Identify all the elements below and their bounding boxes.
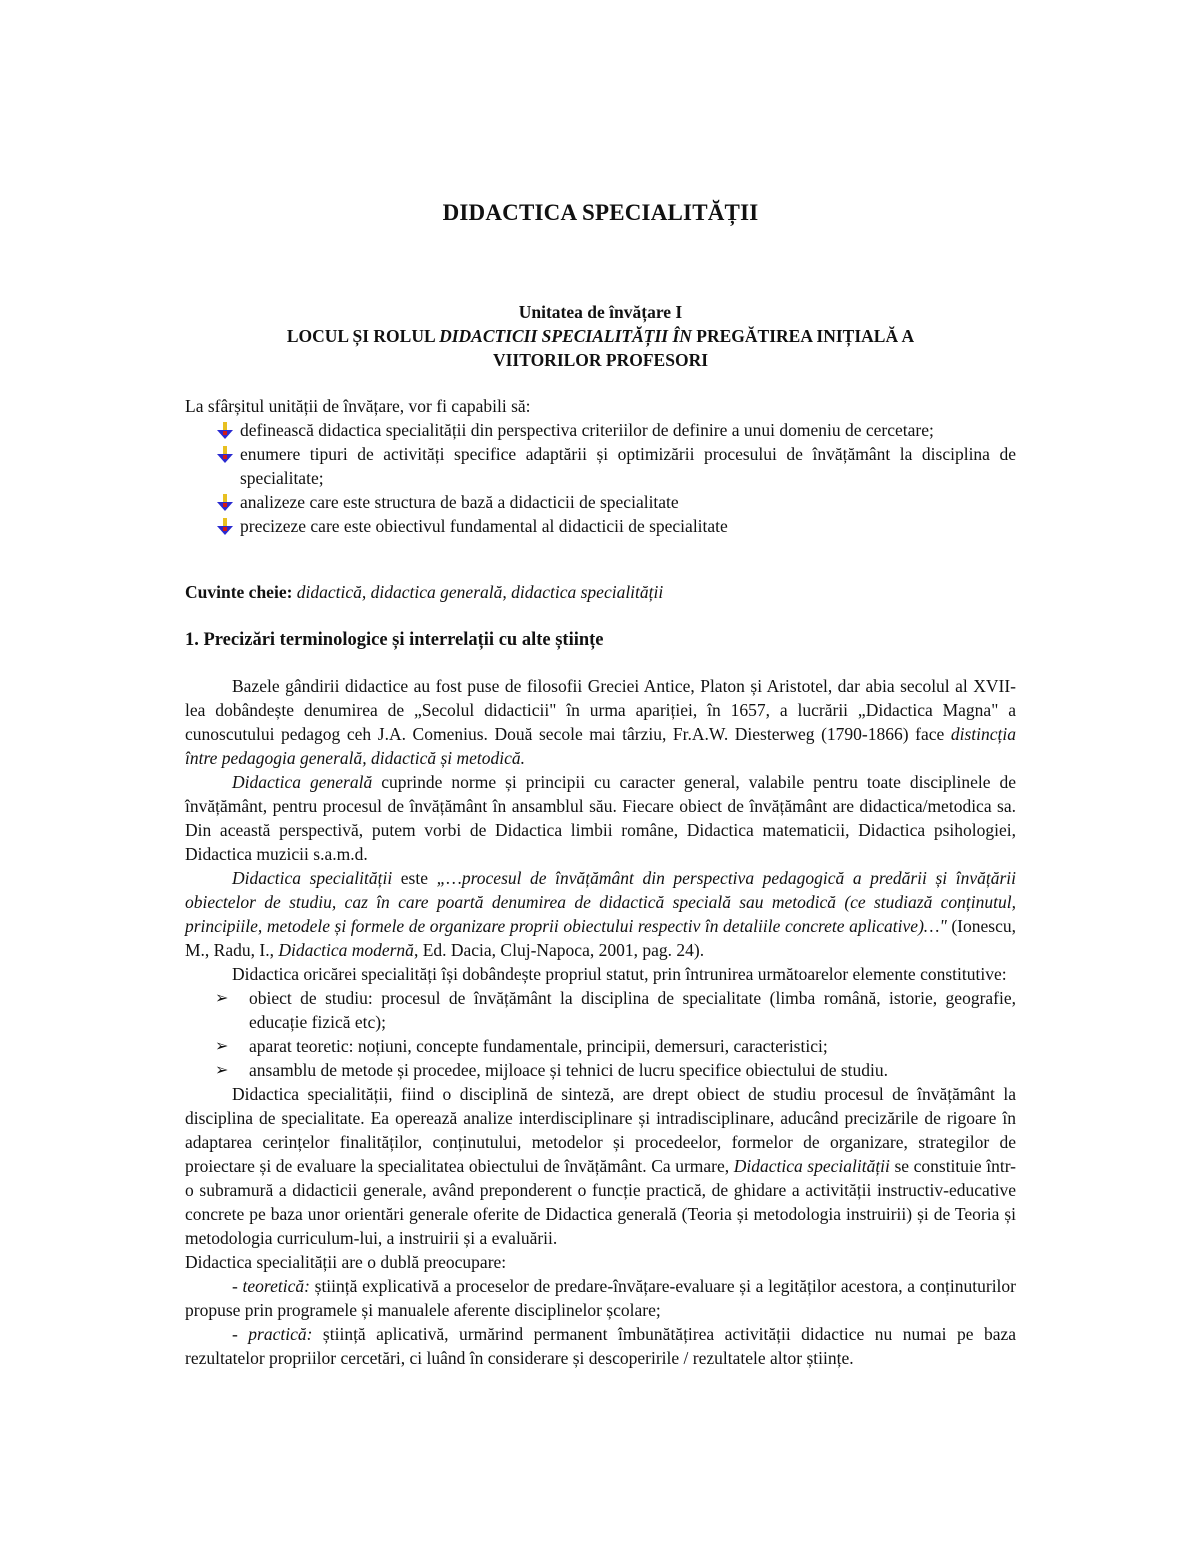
- quote-text: „…procesul de învățământ din perspectiva pedagogică a predării și învățării obiectelor de studiu, caz în care poartă denumirea de didactică specială sau metodică (ce studiază conținutul, principiile, metodele și formele de organizare proprii obiectului respectiv în detaliile concrete aplicative)…": [185, 868, 1016, 936]
- objective-item: [185, 442, 1016, 490]
- paragraph: [185, 1082, 1016, 1250]
- objective-item: [185, 418, 1016, 442]
- keywords-values: didactică, didactica generală, didactica specialității: [296, 582, 664, 602]
- paragraph: Didactica specialității are o dublă preocupare:: [185, 1252, 507, 1272]
- sub-paragraph: [185, 1322, 1016, 1370]
- objectives-list: [185, 418, 1016, 538]
- chevron-right-icon: ➢: [215, 1060, 229, 1079]
- unit-label: Unitatea de învățare I: [518, 302, 683, 322]
- elements-list: [185, 986, 1016, 1082]
- paragraph-text: se constituie într-o subramură a didacticii generale, având preponderent o funcție practică, de ghidare a activității instructiv-educative concrete pe baza unor orientări generale oferite de Didactica generală (Teoria și metodologia instruirii) și de Teoria și metodologia curriculum-lui, a instruirii și a evaluării.: [185, 1156, 1016, 1248]
- list-item: [185, 986, 1016, 1034]
- unit-heading-post: PREGĂTIREA INIȚIALĂ A: [691, 326, 915, 346]
- citation-text: (Ionescu, M., Radu, I.,: [185, 916, 1016, 960]
- sub-paragraph: [185, 1274, 1016, 1322]
- objectives-intro: La sfârșitul unității de învățare, vor fi capabili să:: [185, 396, 531, 416]
- objective-item: [185, 490, 1016, 514]
- section-heading: 1. Precizări terminologice și interrelații cu alte științe: [185, 630, 604, 650]
- paragraph-text: Didactica specialității, fiind o disciplină de sinteză, are drept obiect de studiu procesul de învățământ la disciplina de specialitate. Ea operează analize interdisciplinare și intradisciplinare, aducând precizările de rigoare în adaptarea cerințelor finalităților, conținutului, metodelor și procedeelor, formelor de organizare, strategilor de proiectare și de evaluare la specialitatea obiectului de învățământ. Ca urmare,: [185, 1084, 1016, 1176]
- sub-label: - teoretică:: [232, 1276, 310, 1296]
- objective-text: precizeze care este obiectivul fundamental al didacticii de specialitate: [240, 516, 728, 536]
- keywords-line: Cuvinte cheie: didactică, didactica generală, didactica specialității: [185, 582, 664, 602]
- document-title: DIDACTICA SPECIALITĂȚII: [442, 200, 759, 225]
- paragraph-italic: distincția între pedagogia generală, didactică și metodică.: [185, 724, 1016, 768]
- objectives-block: [185, 394, 1016, 538]
- list-item: [185, 1034, 1016, 1058]
- unit-heading-line2: VIITORILOR PROFESORI: [492, 350, 709, 370]
- objective-text: enumere tipuri de activități specifice adaptării și optimizării procesului de învățământ la disciplina de specialitate;: [240, 444, 1016, 488]
- paragraph-text: este: [392, 868, 437, 888]
- paragraph-italic: Didactica generală: [232, 772, 373, 792]
- sub-label: - practică:: [232, 1324, 313, 1344]
- paragraph: [185, 770, 1016, 866]
- arrow-down-icon: [215, 494, 235, 512]
- unit-header: [185, 300, 1016, 372]
- list-item-text: aparat teoretic: noțiuni, concepte fundamentale, principii, demersuri, caracteristici;: [249, 1036, 828, 1056]
- paragraph-text: cuprinde norme și principii cu caracter general, valabile pentru toate disciplinele de învățământ, pentru procesul de învățământ în ansamblul său. Fiecare obiect de învățământ are didactica/metodica sa. Din această perspectivă, putem vorbi de Didactica limbii române, Didactica matematicii, Didactica psihologiei, Didactica muzicii s.a.m.d.: [185, 772, 1017, 864]
- citation-text: , Ed. Dacia, Cluj-Napoca, 2001, pag. 24).: [413, 940, 705, 960]
- paragraph-italic: Didactica specialității: [733, 1156, 890, 1176]
- paragraph-italic: Didactica specialității: [232, 868, 393, 888]
- citation-title: Didactica modernă: [278, 940, 414, 960]
- list-item-text: obiect de studiu: procesul de învățământ la disciplina de specialitate (limba română, istorie, geografie, educație fizică etc);: [249, 988, 1016, 1032]
- arrow-down-icon: [215, 422, 235, 440]
- arrow-down-icon: [215, 446, 235, 464]
- chevron-right-icon: ➢: [215, 988, 229, 1007]
- arrow-down-icon: [215, 518, 235, 536]
- objective-item: [185, 514, 1016, 538]
- chevron-right-icon: ➢: [215, 1036, 229, 1055]
- unit-heading: [185, 324, 1016, 348]
- objective-text: analizeze care este structura de bază a didacticii de specialitate: [240, 492, 679, 512]
- paragraph: [185, 866, 1016, 962]
- list-item-text: ansamblu de metode și procedee, mijloace și tehnici de lucru specifice obiectului de studiu.: [249, 1060, 889, 1080]
- objective-text: definească didactica specialității din perspectiva criteriilor de definire a unui domeniu de cercetare;: [240, 420, 934, 440]
- section-body: [185, 674, 1016, 1370]
- list-item: [185, 1058, 1016, 1082]
- sub-text: știință aplicativă, urmărind permanent îmbunătățirea activității didactice nu numai pe baza rezultatelor propriilor cercetări, ci luând în considerare și descoperirile / rezultatele altor științe.: [185, 1324, 1016, 1368]
- unit-heading-italic: DIDACTICII SPECIALITĂȚII ÎN: [439, 326, 692, 346]
- paragraph: [185, 674, 1016, 770]
- paragraph: Didactica oricărei specialități își dobândește propriul statut, prin întrunirea următoarelor elemente constitutive:: [232, 964, 1007, 984]
- keywords-label: Cuvinte cheie: [185, 582, 287, 602]
- paragraph-text: Bazele gândirii didactice au fost puse de filosofii Greciei Antice, Platon și Aristotel, dar abia secolul al XVII-lea dobândește denumirea de „Secolul didacticii" în urma apariției, în 1657, a lucrării „Didactica Magna" a cunoscutului pedagog ceh J.A. Comenius. Două secole mai târziu, Fr.A.W. Diesterweg (1790-1866) face: [185, 676, 1016, 744]
- unit-heading-pre: LOCUL ȘI ROLUL: [286, 326, 440, 346]
- sub-text: știință explicativă a proceselor de predare-învățare-evaluare și a legităților acestora, a conținuturilor propuse prin programele și manualele aferente disciplinelor școlare;: [185, 1276, 1016, 1320]
